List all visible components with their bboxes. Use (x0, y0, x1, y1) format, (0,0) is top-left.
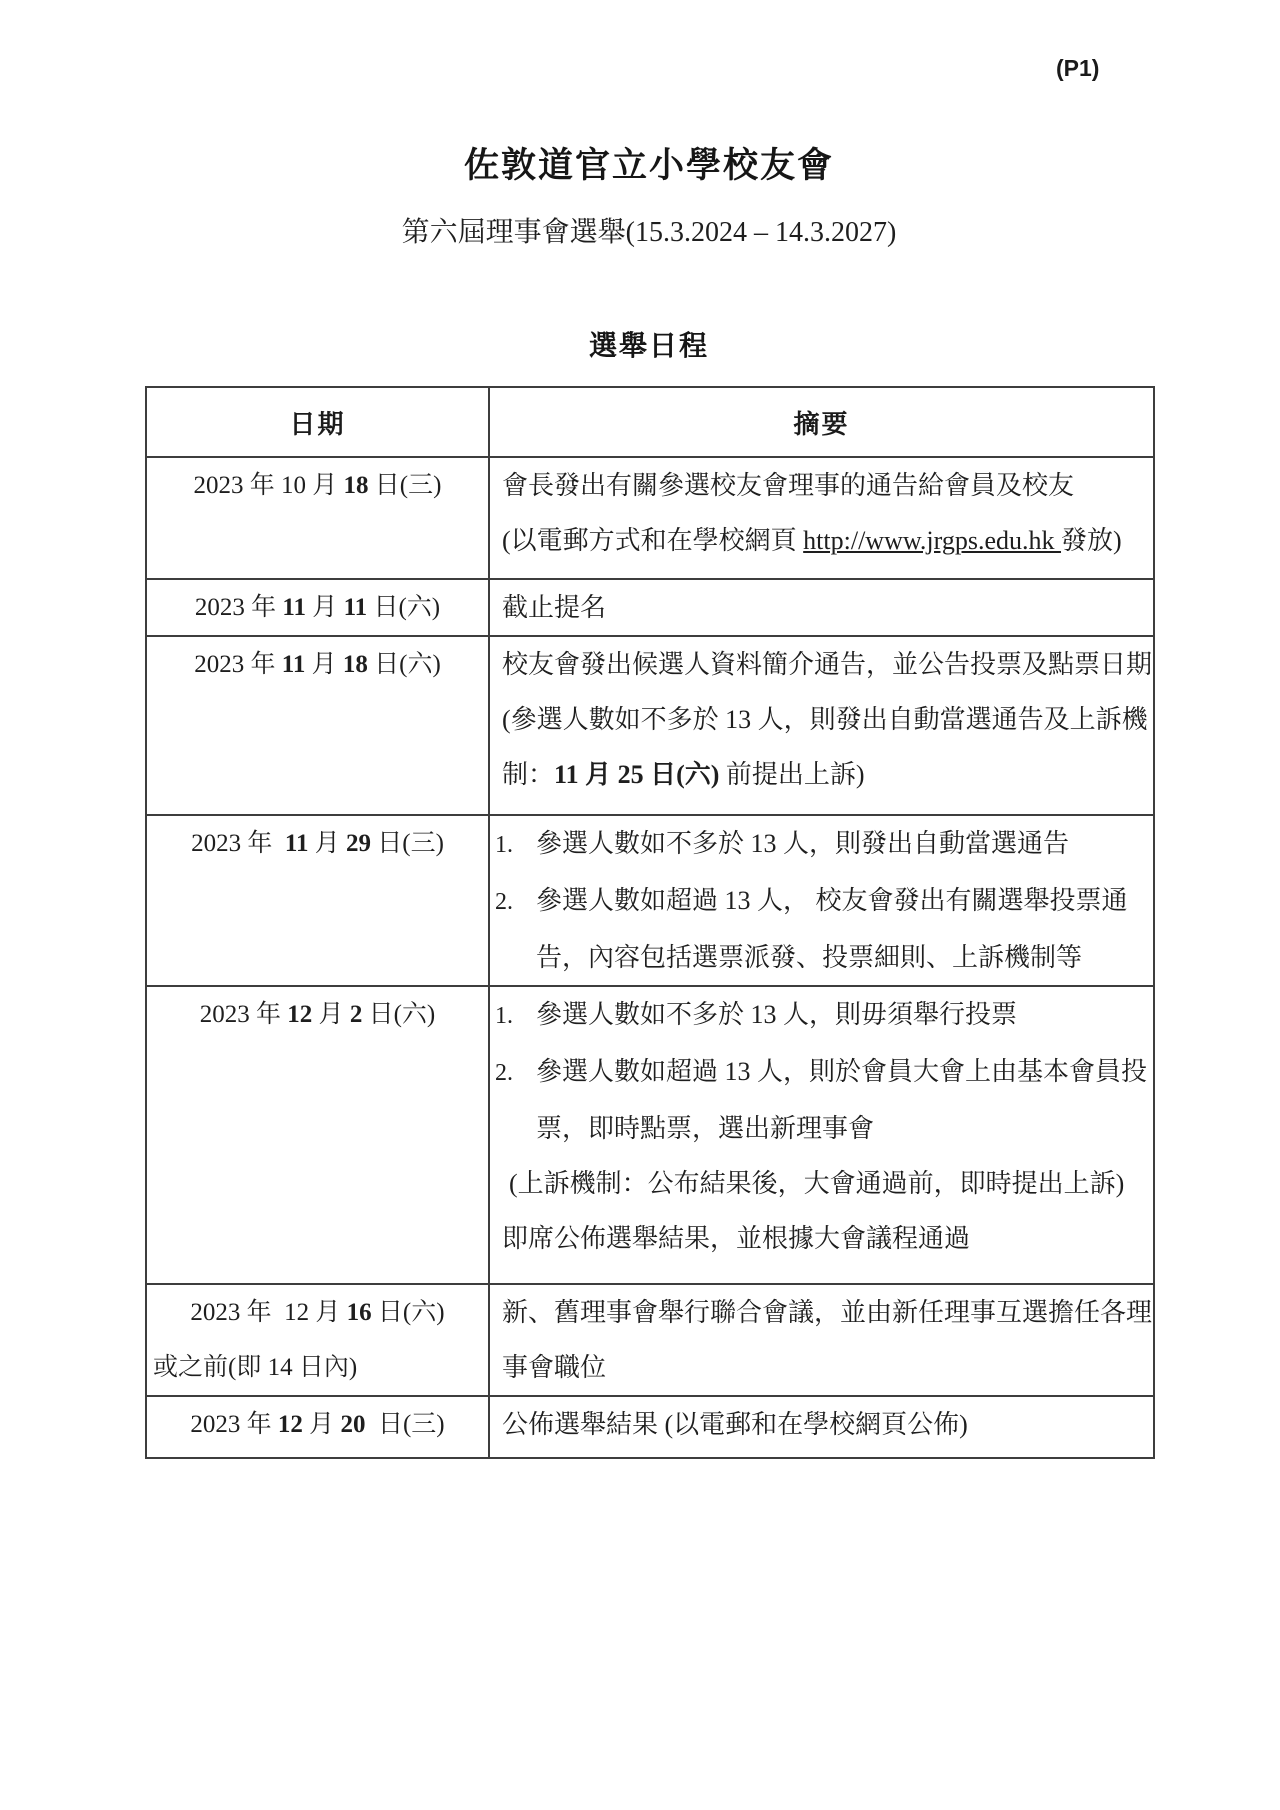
table-row (146, 457, 1154, 579)
summary-cell (489, 636, 1154, 815)
text-segment: 11 (343, 594, 368, 621)
section-title: 選舉日程 (588, 331, 709, 362)
summary-cell (489, 579, 1154, 636)
document-subtitle: 第六屆理事會選舉(15.3.2024 – 14.3.2027) (401, 217, 897, 248)
text-segment: 日(三) (371, 830, 444, 857)
summary-line (490, 1340, 1153, 1395)
summary-line (490, 747, 1153, 802)
text-segment: 票，即時點票，選出新理事會 (536, 1114, 875, 1143)
date-cell (146, 986, 489, 1284)
text-segment: 月 (312, 1001, 350, 1028)
text-segment: 11 (282, 594, 307, 621)
text-segment: 截止提名 (502, 593, 607, 622)
date-cell (146, 815, 489, 986)
text-segment: (以電郵方式和在學校網頁 (502, 526, 804, 555)
text-segment: 月 (305, 651, 343, 678)
text-segment: 參選人數如超過 13 人， 校友會發出有關選舉投票通 (536, 886, 1128, 915)
date-cell (146, 1284, 489, 1396)
text-segment: 日(六) (371, 1299, 445, 1326)
text-segment: 11 (284, 830, 309, 857)
text-segment: 2023 年 (190, 1411, 278, 1438)
text-segment: 日(六) (362, 1001, 436, 1028)
summary-line (490, 930, 1153, 985)
table-row (146, 1396, 1154, 1458)
summary-cell (489, 457, 1154, 579)
column-header-summary: 摘要 (489, 387, 1154, 457)
summary-cell (489, 1284, 1154, 1396)
text-segment: 或之前(即 14 日內) (153, 1354, 358, 1381)
text-segment: 2023 年 (194, 651, 282, 678)
text-segment: 29 (346, 830, 371, 857)
text-segment: 月 (308, 830, 346, 857)
text-segment: 16 (346, 1299, 372, 1326)
text-segment: 發放) (1061, 526, 1122, 555)
date-cell (146, 1396, 489, 1458)
text-segment: 日(三) (365, 1411, 445, 1438)
date-cell (146, 636, 489, 815)
document-title: 佐敦道官立小學校友會 (463, 146, 834, 185)
text-segment: 月 (302, 1411, 341, 1438)
list-number: 2. (495, 1060, 513, 1086)
summary-cell (489, 815, 1154, 986)
summary-line (490, 1156, 1153, 1211)
summary-line (490, 873, 1153, 930)
text-segment: 校友會發出候選人資料簡介通告，並公告投票及點票日期 (502, 650, 1153, 679)
table-row (146, 1284, 1154, 1396)
text-segment: 2023 年 12 月 (190, 1299, 347, 1326)
date-line (147, 816, 488, 871)
text-segment: 即席公佈選舉結果，並根據大會議程通過 (502, 1224, 971, 1253)
text-segment: (參選人數如不多於 13 人，則發出自動當選通告及上訴機 (502, 705, 1148, 734)
column-header-date: 日期 (146, 387, 489, 457)
text-segment: 2023 年 10 月 (193, 472, 344, 499)
summary-line (490, 1044, 1153, 1101)
date-line (147, 1397, 488, 1452)
date-line (147, 580, 488, 635)
summary-line (490, 692, 1153, 747)
text-segment: 12 (277, 1411, 303, 1438)
page-number: (P1) (1056, 55, 1100, 81)
text-segment: 公佈選舉結果 (以電郵和在學校網頁公佈) (502, 1410, 968, 1439)
date-line (147, 637, 488, 692)
summary-line (490, 1397, 1153, 1452)
text-segment: 日(六) (367, 594, 441, 621)
text-segment: 2023 年 (191, 830, 285, 857)
text-segment: 參選人數如超過 13 人，則於會員大會上由基本會員投 (536, 1057, 1148, 1086)
summary-line (490, 637, 1153, 692)
summary-line (490, 513, 1153, 568)
text-segment: 12 (287, 1001, 313, 1028)
text-segment: 會長發出有關參選校友會理事的通告給會員及校友 (502, 471, 1075, 500)
text-segment: 11 月 25 日(六) (554, 760, 720, 789)
table-row (146, 986, 1154, 1284)
date-line (147, 458, 488, 513)
text-segment: 參選人數如不多於 13 人，則毋須舉行投票 (536, 1000, 1018, 1029)
date-cell (146, 579, 489, 636)
date-line (147, 1340, 488, 1395)
text-segment: 制： (502, 760, 555, 789)
school-website-url[interactable]: http://www.jrgps.edu.hk (803, 526, 1062, 555)
text-segment: (上訴機制：公布結果後，大會通過前，即時提出上訴) (509, 1169, 1125, 1198)
text-segment: 2023 年 (199, 1001, 288, 1028)
text-segment: 日(三) (368, 472, 442, 499)
summary-line (490, 816, 1153, 873)
text-segment: 2023 年 (194, 594, 283, 621)
list-number: 2. (495, 889, 513, 915)
text-segment: 日(六) (367, 651, 441, 678)
summary-line (490, 987, 1153, 1044)
date-line (147, 987, 488, 1042)
text-segment: 月 (306, 594, 344, 621)
table-header-row (146, 387, 1154, 457)
text-segment: 18 (343, 472, 369, 499)
summary-cell (489, 1396, 1154, 1458)
text-segment: 新、舊理事會舉行聯合會議，並由新任理事互選擔任各理 (502, 1298, 1153, 1327)
text-segment: 告，內容包括選票派發、投票細則、上訴機制等 (536, 943, 1083, 972)
table-row (146, 579, 1154, 636)
list-number: 1. (495, 1003, 513, 1029)
summary-line (490, 458, 1153, 513)
text-segment: 參選人數如不多於 13 人，則發出自動當選通告 (536, 829, 1070, 858)
text-segment: 11 (281, 651, 306, 678)
summary-line (490, 1211, 1153, 1266)
summary-cell (489, 986, 1154, 1284)
date-cell (146, 457, 489, 579)
text-segment: 20 (340, 1411, 366, 1438)
text-segment: 前提出上訴) (719, 760, 865, 789)
text-segment: 事會職位 (502, 1353, 607, 1382)
summary-line (490, 1101, 1153, 1156)
summary-line (490, 580, 1153, 635)
text-segment: 18 (342, 651, 368, 678)
summary-line (490, 1285, 1153, 1340)
list-number: 1. (495, 832, 513, 858)
table-row (146, 636, 1154, 815)
date-line (147, 1285, 488, 1340)
text-segment: 2 (349, 1001, 363, 1028)
table-row (146, 815, 1154, 986)
election-schedule-table (145, 386, 1155, 1459)
